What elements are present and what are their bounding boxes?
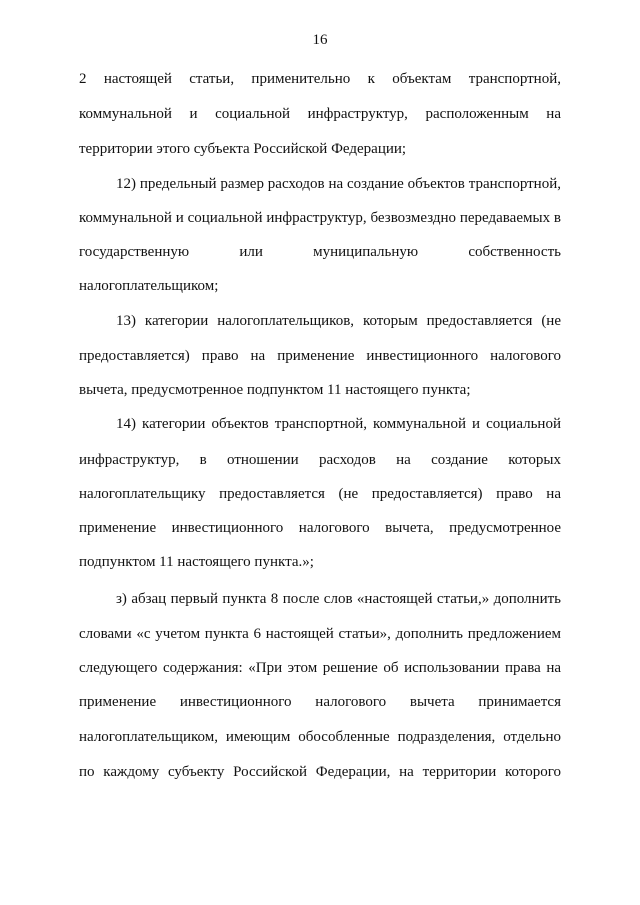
text-line: территории этого субъекта Российской Федерации;	[79, 141, 407, 157]
text-line: словами «с учетом пункта 6 настоящей статьи», дополнить предложением	[79, 626, 561, 642]
page-number: 16	[312, 32, 328, 48]
text-line: 2 настоящей статьи, применительно к объектам транспортной,	[79, 71, 561, 87]
text-line: вычета, предусмотренное подпунктом 11 настоящего пункта;	[79, 382, 471, 398]
text-line: подпунктом 11 настоящего пункта.»;	[79, 554, 314, 570]
text-line: государственную или муниципальную собственность	[79, 244, 561, 260]
text-line: налогоплательщиком;	[79, 278, 219, 294]
text-line: инфраструктур, в отношении расходов на создание которых	[79, 452, 561, 468]
text-line: 13) категории налогоплательщиков, которым предоставляется (не	[116, 313, 561, 329]
text-line: 12) предельный размер расходов на создание объектов транспортной,	[116, 176, 561, 192]
text-line: 14) категории объектов транспортной, коммунальной и социальной	[116, 416, 561, 432]
text-line: применение инвестиционного налогового вычета принимается	[79, 694, 561, 710]
text-line: следующего содержания: «При этом решение об использовании права на	[79, 660, 561, 676]
text-line: предоставляется) право на применение инвестиционного налогового	[79, 348, 561, 364]
text-line: коммунальной и социальной инфраструктур, расположенным на	[79, 106, 561, 122]
text-line: з) абзац первый пункта 8 после слов «настоящей статьи,» дополнить	[116, 591, 561, 607]
text-line: налогоплательщиком, имеющим обособленные подразделения, отдельно	[79, 729, 561, 745]
text-line: применение инвестиционного налогового вычета, предусмотренное	[79, 520, 561, 536]
text-line: налогоплательщику предоставляется (не предоставляется) право на	[79, 486, 561, 502]
text-line: по каждому субъекту Российской Федерации, на территории которого	[79, 764, 561, 780]
text-line: коммунальной и социальной инфраструктур, безвозмездно передаваемых в	[79, 210, 561, 226]
